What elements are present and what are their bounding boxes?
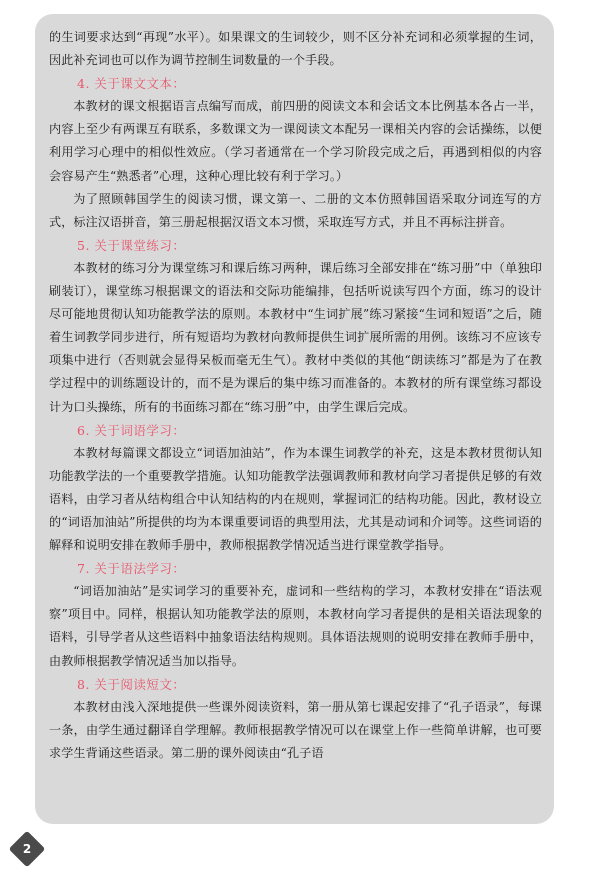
heading-reading: 8. 关于阅读短文： xyxy=(77,676,186,692)
paragraph-text-section: 本教材的课文根据语言点编写而成，前四册的阅读文本和会话文本比例基本各占一半，内容上至少有两课互有联系，多数课文为一课阅读文本配另一课相关内容的会话操练，以便利用学习心理中的相似性效应。（学习者通常在一个学习阶段完成之后，再遇到相似的内容会容易产生“熟悉者”心理，这种心理比较有利于学习。） xyxy=(49,99,542,183)
page-number: 2 xyxy=(22,842,32,856)
paragraph-classroom-exercises: 本教材的练习分为课堂练习和课后练习两种，课后练习全部安排在“练习册”中（单独印刷装订），课堂练习根据课文的语法和交际功能编排，包括听说读写四个方面，练习的设计尽可能地贯彻认知功能教学法的原则。本教材中“生词扩展”练习紧接“生词和短语”之后，随着生词教学同步进行，所有短语均为教材向教师提供生词扩展所需的用例。该练习不应该专项集中进行（否则就会显得呆板而毫无生气）。教材中类似的其他“朗读练习”都是为了在教学过程中的训练题设计的，而不是为课后的集中练习而准备的。本教材的所有课堂练习都设计为口头操练，所有的书面练习都在“练习册”中，由学生课后完成。 xyxy=(49,260,542,414)
heading-grammar-study: 7. 关于语法学习： xyxy=(77,561,186,577)
heading-classroom-exercises: 5. 关于课堂练习： xyxy=(77,237,186,253)
paragraph-grammar-study: “词语加油站”是实词学习的重要补充，虚词和一些结构的学习，本教材安排在“语法观察”项目中。同样，根据认知功能教学法的原则，本教材向学习者提供的是相关语法现象的语料，引导学者从这些语料中抽象语法结构规则。具体语法规则的说明安排在教师手册中，由教师根据教学情况适当加以指导。 xyxy=(49,584,542,668)
heading-word-study: 6. 关于词语学习： xyxy=(77,422,186,438)
paragraph-word-study: 本教材每篇课文都设立“词语加油站”，作为本课生词教学的补充，这是本教材贯彻认知功能教学法的一个重要教学措施。认知功能教学法强调教师和教材向学习者提供足够的有效语料，由学习者从结构组合中认知结构的内在规则，掌握词汇的结构功能。因此，教材设立的“词语加油站”所提供的均为本课重要词语的典型用法，尤其是动词和介词等。这些词语的解释和说明安排在教师手册中，教师根据教学情况适当进行课堂教学指导。 xyxy=(49,445,542,553)
content-panel xyxy=(35,14,554,824)
paragraph-vocab-continuation: 的生词要求达到“再现”水平）。如果课文的生词较少，则不区分补充词和必须掌握的生词，因此补充词也可以作为调节控制生词数量的一个手段。 xyxy=(49,30,542,68)
heading-text-section: 4. 关于课文文本： xyxy=(77,76,186,92)
paragraph-pinyin: 为了照顾韩国学生的阅读习惯，课文第一、二册的文本仿照韩国语采取分词连写的方式，标注汉语拼音，第三册起根据汉语文本习惯，采取连写方式，并且不再标注拼音。 xyxy=(49,191,542,229)
paragraph-reading: 本教材由浅入深地提供一些课外阅读资料，第一册从第七课起安排了“孔子语录”，每课一条，由学生通过翻译自学理解。教师根据教学情况可以在课堂上作一些简单讲解，也可要求学生背诵这些语录。第二册的课外阅读由“孔子语 xyxy=(49,699,542,760)
